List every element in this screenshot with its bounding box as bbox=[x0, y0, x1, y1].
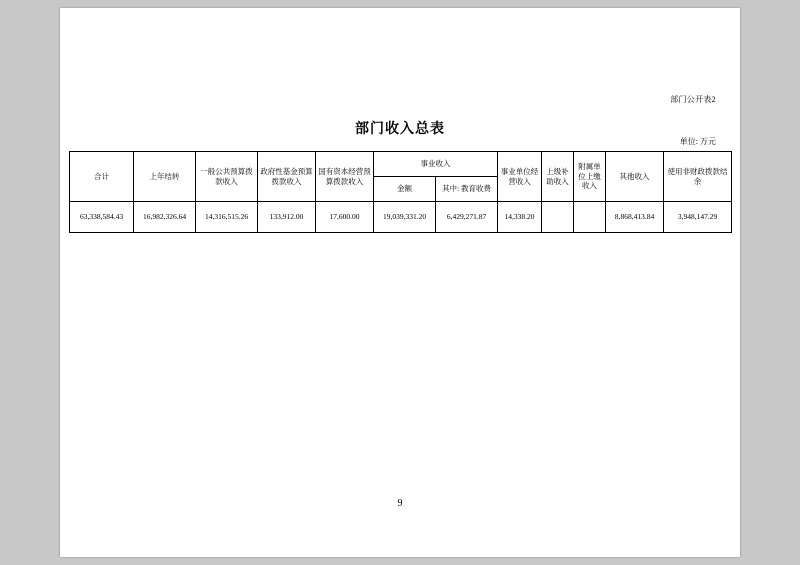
header-carryover: 上年结转 bbox=[134, 152, 196, 202]
cell-business-income-amount: 19,039,331.20 bbox=[374, 202, 436, 233]
cell-general-public-budget: 14,316,515.26 bbox=[196, 202, 258, 233]
cell-carryover: 16,982,326.64 bbox=[134, 202, 196, 233]
header-business-income-group: 事业收入 bbox=[374, 152, 498, 177]
header-total: 合计 bbox=[70, 152, 134, 202]
header-state-capital-budget: 国有资本经营预算拨款收入 bbox=[316, 152, 374, 202]
cell-business-income-education: 6,429,271.87 bbox=[436, 202, 498, 233]
header-other-income: 其他收入 bbox=[606, 152, 664, 202]
header-business-unit-operating-income: 事业单位经营收入 bbox=[498, 152, 542, 202]
cell-total: 63,338,584.43 bbox=[70, 202, 134, 233]
cell-other-income: 8,868,413.84 bbox=[606, 202, 664, 233]
cell-use-of-non-fiscal-carryover: 3,948,147.29 bbox=[664, 202, 732, 233]
document-header-label: 部门公开表2 bbox=[670, 95, 716, 104]
page-title: 部门收入总表 bbox=[355, 122, 445, 137]
header-general-public-budget: 一般公共预算拨款收入 bbox=[196, 152, 258, 202]
unit-label: 单位: 万元 bbox=[679, 137, 716, 146]
page-number: 9 bbox=[397, 498, 403, 509]
document-page bbox=[60, 8, 740, 557]
header-business-income-amount: 金额 bbox=[374, 177, 436, 202]
header-superior-subsidy-income: 上级补助收入 bbox=[542, 152, 574, 202]
cell-affiliated-unit-income bbox=[574, 202, 606, 233]
header-affiliated-unit-income: 附属单位上缴收入 bbox=[574, 152, 606, 202]
header-business-income-education: 其中: 教育收费 bbox=[436, 177, 498, 202]
income-summary-table bbox=[69, 151, 732, 233]
header-use-of-non-fiscal-carryover: 使用非财政拨款结余 bbox=[664, 152, 732, 202]
header-government-fund-budget: 政府性基金预算拨款收入 bbox=[258, 152, 316, 202]
cell-superior-subsidy-income bbox=[542, 202, 574, 233]
table-header-row-top bbox=[70, 152, 732, 177]
cell-government-fund-budget: 133,912.00 bbox=[258, 202, 316, 233]
cell-business-unit-operating-income: 14,338.20 bbox=[498, 202, 542, 233]
cell-state-capital-budget: 17,600.00 bbox=[316, 202, 374, 233]
income-summary-table-wrapper bbox=[69, 151, 731, 233]
table-row bbox=[70, 202, 732, 233]
